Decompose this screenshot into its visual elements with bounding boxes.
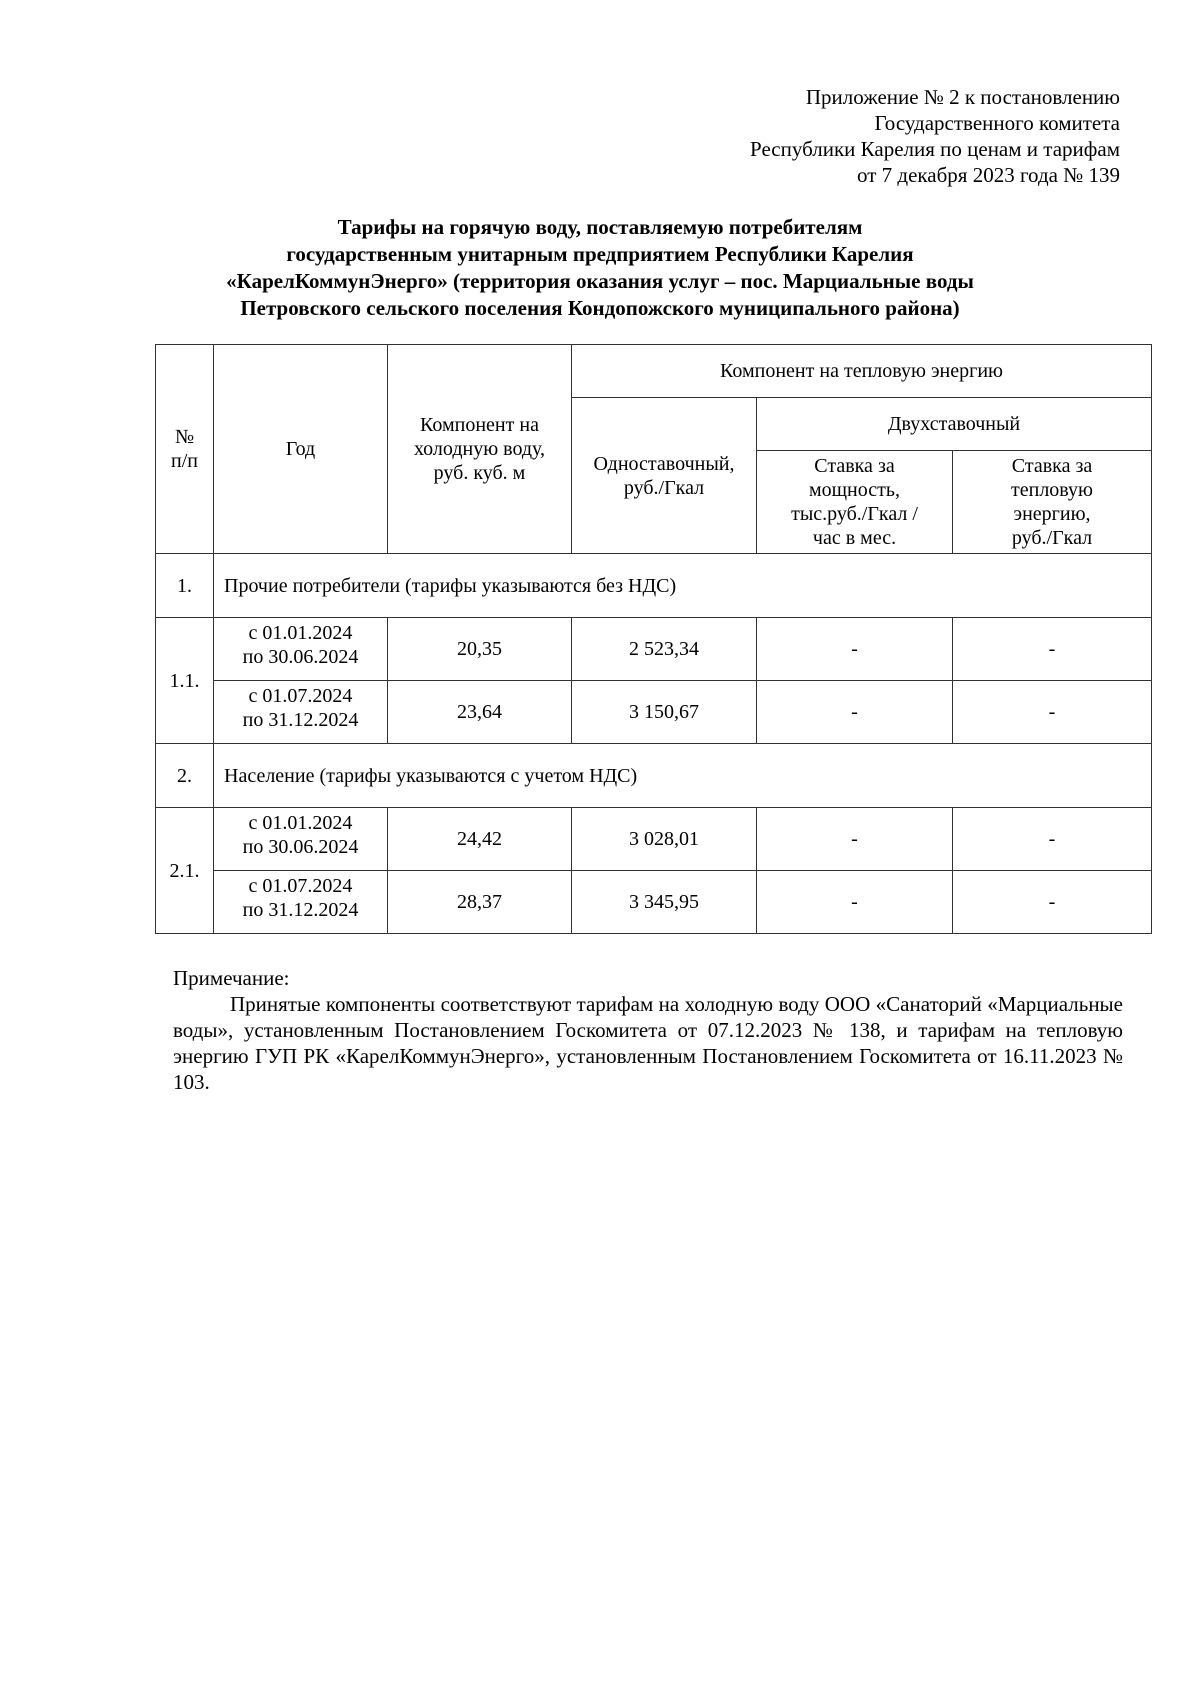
period-line: по 30.06.2024 [242, 646, 359, 668]
table-row [156, 681, 1152, 744]
header-capacity-rate [757, 451, 953, 554]
header-row [156, 345, 1152, 398]
note-heading: Примечание: [173, 966, 290, 990]
single-rate-value: 3 345,95 [572, 871, 757, 934]
table-row [156, 618, 1152, 681]
appendix-line: Государственного комитета [874, 111, 1120, 135]
period-cell [214, 808, 388, 871]
header-single-rate [572, 398, 757, 554]
period-cell [214, 618, 388, 681]
header-capacity-line: час в мес. [812, 527, 897, 549]
header-cold-water [388, 345, 572, 554]
document-title [160, 214, 1040, 322]
section-row [156, 554, 1152, 618]
header-cold-line: холодную воду, [413, 438, 546, 460]
period-line: с 01.01.2024 [248, 812, 353, 834]
capacity-rate-value: - [757, 681, 953, 744]
period-line: по 31.12.2024 [242, 709, 359, 731]
cold-water-value: 24,42 [388, 808, 572, 871]
appendix-line: Республики Карелия по ценам и тарифам [750, 137, 1120, 161]
section-label: Прочие потребители (тарифы указываются без НДС) [214, 554, 1152, 618]
header-energy-line: тепловую [1011, 479, 1094, 501]
period-cell [214, 681, 388, 744]
single-rate-value: 3 150,67 [572, 681, 757, 744]
tariff-table [155, 344, 1152, 934]
title-line: государственным унитарным предприятием Республики Карелия [286, 242, 914, 266]
energy-rate-value: - [953, 808, 1152, 871]
header-capacity-line: тыс.руб./Гкал / [791, 503, 918, 525]
section-number: 1. [156, 554, 214, 618]
appendix-line: Приложение № 2 к постановлению [805, 85, 1120, 109]
title-line: «КарелКоммунЭнерго» (территория оказания услуг – пос. Марциальные воды [226, 269, 974, 293]
energy-rate-value: - [953, 681, 1152, 744]
capacity-rate-value: - [757, 871, 953, 934]
header-energy-rate [953, 451, 1152, 554]
note-block [173, 965, 1123, 1095]
header-energy-line: Ставка за [1011, 455, 1093, 477]
header-cold-line: Компонент на [420, 414, 539, 436]
appendix-reference [750, 84, 1120, 188]
period-line: с 01.07.2024 [248, 875, 353, 897]
header-number-line: п/п [171, 450, 198, 472]
header-two-rate: Двухставочный [757, 398, 1152, 451]
table-row [156, 871, 1152, 934]
table-row [156, 808, 1152, 871]
appendix-line: от 7 декабря 2023 года № 139 [857, 163, 1120, 187]
period-cell [214, 871, 388, 934]
period-line: по 30.06.2024 [242, 836, 359, 858]
note-text: Принятые компоненты соответствуют тарифам на холодную воду ООО «Санаторий «Марциальные воды», установленным Постановлением Госкомитета от 07.12.2023 № 138, и тарифам на тепловую энергию ГУП РК «КарелКоммунЭнерго», установленным Постановлением Госкомитета от 16.11.2023 № 103. [173, 992, 1123, 1094]
header-cold-line: руб. куб. м [433, 462, 526, 484]
cold-water-value: 20,35 [388, 618, 572, 681]
period-line: по 31.12.2024 [242, 899, 359, 921]
header-capacity-line: Ставка за [814, 455, 895, 477]
title-line: Тарифы на горячую воду, поставляемую потребителям [337, 215, 863, 239]
section-row [156, 744, 1152, 808]
subsection-number: 2.1. [156, 808, 214, 934]
period-line: с 01.07.2024 [248, 685, 353, 707]
header-heat-component: Компонент на тепловую энергию [572, 345, 1152, 398]
header-capacity-line: мощность, [809, 479, 900, 501]
capacity-rate-value: - [757, 808, 953, 871]
title-line: Петровского сельского поселения Кондопожского муниципального района) [240, 296, 960, 320]
header-single-line: руб./Гкал [623, 476, 705, 499]
single-rate-value: 2 523,34 [572, 618, 757, 681]
energy-rate-value: - [953, 618, 1152, 681]
energy-rate-value: - [953, 871, 1152, 934]
subsection-number: 1.1. [156, 618, 214, 744]
single-rate-value: 3 028,01 [572, 808, 757, 871]
header-number-line: № [174, 426, 195, 448]
section-number: 2. [156, 744, 214, 808]
header-single-line: Одноставочный, [593, 452, 735, 475]
capacity-rate-value: - [757, 618, 953, 681]
section-label: Население (тарифы указываются с учетом НДС) [214, 744, 1152, 808]
cold-water-value: 28,37 [388, 871, 572, 934]
cold-water-value: 23,64 [388, 681, 572, 744]
header-energy-line: руб./Гкал [1011, 527, 1093, 549]
header-number [156, 345, 214, 554]
header-year: Год [214, 345, 388, 554]
period-line: с 01.01.2024 [248, 622, 353, 644]
header-energy-line: энергию, [1013, 503, 1091, 525]
